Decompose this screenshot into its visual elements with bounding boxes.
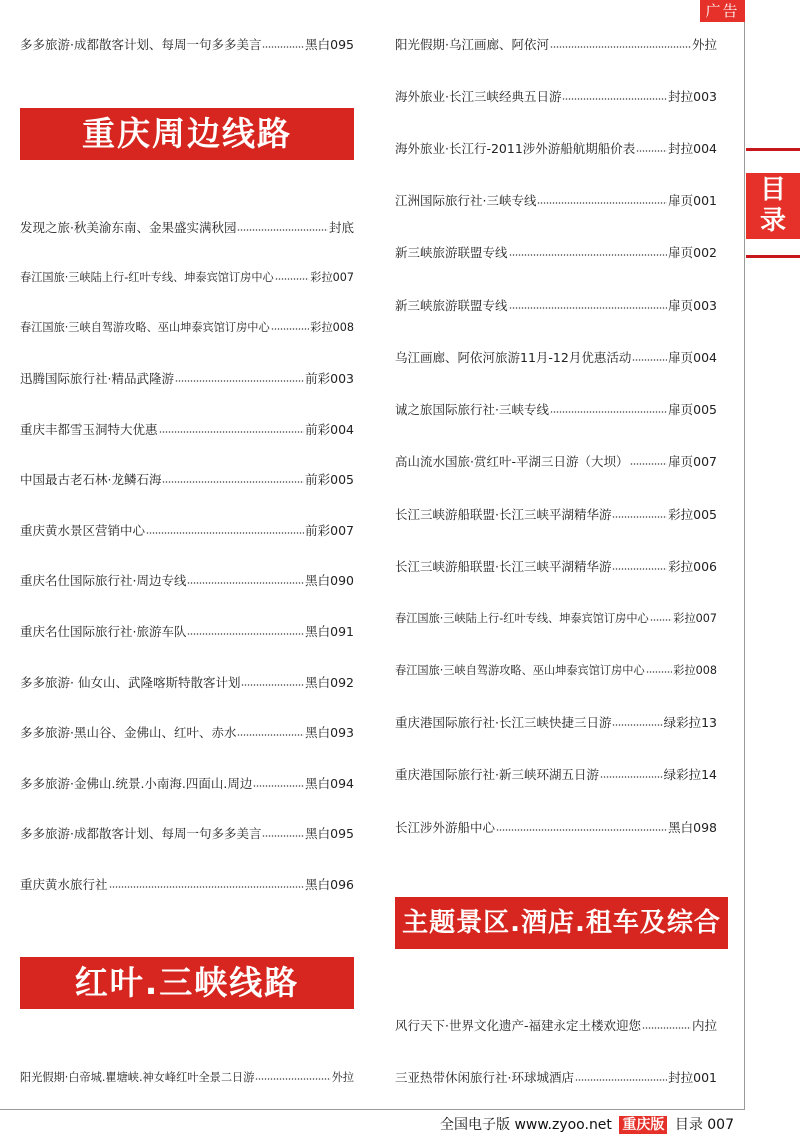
toc-entry[interactable] (395, 35, 717, 55)
toc-entry[interactable] (20, 774, 354, 794)
toc-entry[interactable] (395, 609, 717, 629)
right-column (395, 0, 721, 1110)
page-footer (440, 1115, 734, 1135)
leader-dots (187, 581, 304, 585)
toc-entry[interactable] (395, 557, 717, 577)
entry-page: 彩拉005 (668, 507, 717, 522)
entry-title: 长江三峡游船联盟·长江三峡平湖精华游 (395, 507, 612, 522)
entry-page: 黑白092 (305, 675, 354, 690)
leader-dots (636, 149, 667, 153)
entry-page: 彩拉008 (310, 321, 354, 334)
toc-entry[interactable] (20, 824, 354, 844)
leader-dots (162, 480, 304, 484)
toc-entry[interactable] (20, 268, 354, 288)
leader-dots (509, 253, 668, 257)
leader-dots (237, 228, 328, 232)
toc-side-tab-label (746, 173, 800, 239)
toc-entry[interactable] (20, 420, 354, 440)
entry-title: 重庆港国际旅行社·长江三峡快捷三日游 (395, 715, 612, 730)
entry-title: 春江国旅·三峡陆上行-红叶专线、坤泰宾馆订房中心 (20, 271, 274, 284)
toc-entry[interactable] (395, 243, 717, 263)
entry-page: 黑白095 (305, 826, 354, 841)
entry-title: 重庆港国际旅行社·新三峡环湖五日游 (395, 767, 599, 782)
leader-dots (575, 1078, 667, 1082)
entry-title: 多多旅游·成都散客计划、每周一句多多美言 (20, 37, 262, 52)
entry-title: 长江三峡游船联盟·长江三峡平湖精华游 (395, 559, 612, 574)
toc-entry[interactable] (395, 296, 717, 316)
toc-entry[interactable] (395, 713, 717, 733)
entry-page: 绿彩拉13 (663, 715, 717, 730)
entry-title: 阳光假期·白帝城.瞿塘峡.神女峰红叶全景二日游 (20, 1071, 255, 1084)
entry-title: 重庆黄水旅行社 (20, 877, 108, 892)
leader-dots (642, 1026, 691, 1030)
leader-dots (600, 775, 663, 779)
entry-title: 春江国旅·三峡自驾游攻略、巫山坤泰宾馆订房中心 (395, 664, 645, 677)
toc-entry[interactable] (395, 139, 717, 159)
toc-tab-char-2: 录 (759, 206, 786, 236)
toc-entry[interactable] (20, 1068, 354, 1088)
entry-page: 扉页001 (668, 193, 717, 208)
entry-title: 中国最古老石林·龙鳞石海 (20, 472, 162, 487)
leader-dots (237, 733, 304, 737)
entry-title: 重庆黄水景区营销中心 (20, 523, 146, 538)
leader-dots (612, 723, 662, 727)
entry-title: 新三峡旅游联盟专线 (395, 245, 508, 260)
leader-dots (550, 410, 667, 414)
leader-dots (650, 618, 673, 622)
entry-page: 封底 (328, 220, 354, 235)
leader-dots (537, 201, 667, 205)
toc-entry[interactable] (395, 1016, 717, 1036)
entry-title: 重庆名仕国际旅行社·旅游车队 (20, 624, 187, 639)
leader-dots (109, 885, 305, 889)
section-heading-attractions-hotels: 主题景区.酒店.租车及综合 (395, 897, 728, 949)
entry-page: 内拉 (691, 1018, 717, 1033)
leader-dots (496, 828, 667, 832)
toc-entry[interactable] (395, 818, 717, 838)
toc-entry[interactable] (395, 765, 717, 785)
toc-entry[interactable] (20, 218, 354, 238)
toc-entry[interactable] (395, 661, 717, 681)
toc-tab-char-1: 目 (759, 175, 786, 205)
entry-title: 春江国旅·三峡自驾游攻略、巫山坤泰宾馆订房中心 (20, 321, 270, 334)
toc-entry[interactable] (20, 35, 354, 55)
entry-title: 迅腾国际旅行社·精品武隆游 (20, 371, 174, 386)
leader-dots (187, 632, 304, 636)
entry-title: 诚之旅国际旅行社·三峡专线 (395, 402, 549, 417)
entry-title: 发现之旅·秋美渝东南、金果盛实满秋园 (20, 220, 237, 235)
entry-page: 彩拉008 (673, 664, 717, 677)
entry-title: 多多旅游·成都散客计划、每周一句多多美言 (20, 826, 262, 841)
ad-tag: 广告 (700, 0, 745, 22)
entry-page: 前彩003 (305, 371, 354, 386)
entry-title: 多多旅游·金佛山.统景.小南海.四面山.周边 (20, 776, 253, 791)
toc-entry[interactable] (20, 723, 354, 743)
entry-page: 彩拉007 (310, 271, 354, 284)
leader-dots (562, 97, 667, 101)
leader-dots (612, 515, 667, 519)
toc-entry[interactable] (20, 470, 354, 490)
toc-side-tab (746, 148, 800, 258)
entry-page: 黑白096 (305, 877, 354, 892)
toc-entry[interactable] (20, 318, 354, 338)
edition-badge: 重庆版 (619, 1116, 667, 1134)
toc-entry[interactable] (395, 348, 717, 368)
toc-entry[interactable] (395, 400, 717, 420)
leader-dots (632, 358, 667, 362)
entry-title: 长江涉外游船中心 (395, 820, 496, 835)
toc-entry[interactable] (395, 452, 717, 472)
entry-page: 黑白098 (668, 820, 717, 835)
leader-dots (275, 277, 310, 281)
entry-page: 封拉001 (668, 1070, 717, 1085)
entry-page: 黑白090 (305, 573, 354, 588)
section-heading-chongqing-surroundings: 重庆周边线路 (20, 108, 354, 160)
entry-page: 外拉 (691, 37, 717, 52)
toc-entry[interactable] (395, 191, 717, 211)
entry-page: 扉页004 (668, 350, 717, 365)
entry-page: 黑白094 (305, 776, 354, 791)
leader-dots (550, 45, 691, 49)
entry-page: 前彩007 (305, 523, 354, 538)
entry-title: 三亚热带休闲旅行社·环球城酒店 (395, 1070, 574, 1085)
entry-page: 外拉 (331, 1071, 354, 1084)
toc-entry[interactable] (20, 875, 354, 895)
entry-page: 扉页005 (668, 402, 717, 417)
toc-entry[interactable] (395, 505, 717, 525)
toc-entry[interactable] (20, 369, 354, 389)
entry-title: 海外旅业·长江三峡经典五日游 (395, 89, 562, 104)
leader-dots (262, 834, 304, 838)
entry-page: 绿彩拉14 (663, 767, 717, 782)
footer-url[interactable]: www.zyoo.net (514, 1117, 612, 1133)
entry-title: 乌江画廊、阿依河旅游11月-12月优惠活动 (395, 350, 632, 365)
entry-page: 彩拉006 (668, 559, 717, 574)
entry-page: 扉页002 (668, 245, 717, 260)
entry-page: 黑白095 (305, 37, 354, 52)
entry-page: 前彩005 (305, 472, 354, 487)
entry-page: 彩拉007 (673, 612, 717, 625)
leader-dots (630, 462, 668, 466)
entry-title: 海外旅业·长江行-2011涉外游船航期船价表 (395, 141, 636, 156)
leader-dots (175, 379, 304, 383)
entry-page: 黑白091 (305, 624, 354, 639)
leader-dots (253, 784, 304, 788)
footer-page-label: 目录 007 (674, 1117, 734, 1133)
footer-label: 全国电子版 (440, 1117, 510, 1133)
toc-entry[interactable] (395, 1068, 717, 1088)
leader-dots (646, 670, 673, 674)
entry-title: 风行天下·世界文化遗产-福建永定土楼欢迎您 (395, 1018, 641, 1033)
entry-title: 江洲国际旅行社·三峡专线 (395, 193, 537, 208)
leader-dots (271, 327, 310, 331)
leader-dots (262, 45, 304, 49)
entry-title: 阳光假期·乌江画廊、阿依河 (395, 37, 549, 52)
entry-title: 重庆丰都雪玉洞特大优惠 (20, 422, 158, 437)
entry-title: 春江国旅·三峡陆上行-红叶专线、坤泰宾馆订房中心 (395, 612, 649, 625)
entry-title: 新三峡旅游联盟专线 (395, 298, 508, 313)
entry-page: 扉页003 (668, 298, 717, 313)
leader-dots (241, 683, 304, 687)
leader-dots (159, 430, 305, 434)
toc-entry[interactable] (20, 673, 354, 693)
entry-title: 重庆名仕国际旅行社·周边专线 (20, 573, 187, 588)
entry-title: 多多旅游· 仙女山、武隆喀斯特散客计划 (20, 675, 241, 690)
toc-entry[interactable] (20, 622, 354, 642)
leader-dots (509, 306, 668, 310)
entry-page: 前彩004 (305, 422, 354, 437)
entry-page: 封拉003 (668, 89, 717, 104)
leader-dots (612, 567, 667, 571)
toc-entry[interactable] (395, 87, 717, 107)
entry-page: 扉页007 (668, 454, 717, 469)
leader-dots (255, 1077, 330, 1081)
entry-page: 黑白093 (305, 725, 354, 740)
leader-dots (146, 531, 304, 535)
entry-title: 高山流水国旅·赏红叶-平湖三日游（大坝） (395, 454, 629, 469)
section-heading-red-leaves-three-gorges: 红叶.三峡线路 (20, 957, 354, 1009)
toc-entry[interactable] (20, 521, 354, 541)
entry-title: 多多旅游·黑山谷、金佛山、红叶、赤水 (20, 725, 237, 740)
left-column (20, 0, 354, 1110)
entry-page: 封拉004 (668, 141, 717, 156)
toc-entry[interactable] (20, 571, 354, 591)
